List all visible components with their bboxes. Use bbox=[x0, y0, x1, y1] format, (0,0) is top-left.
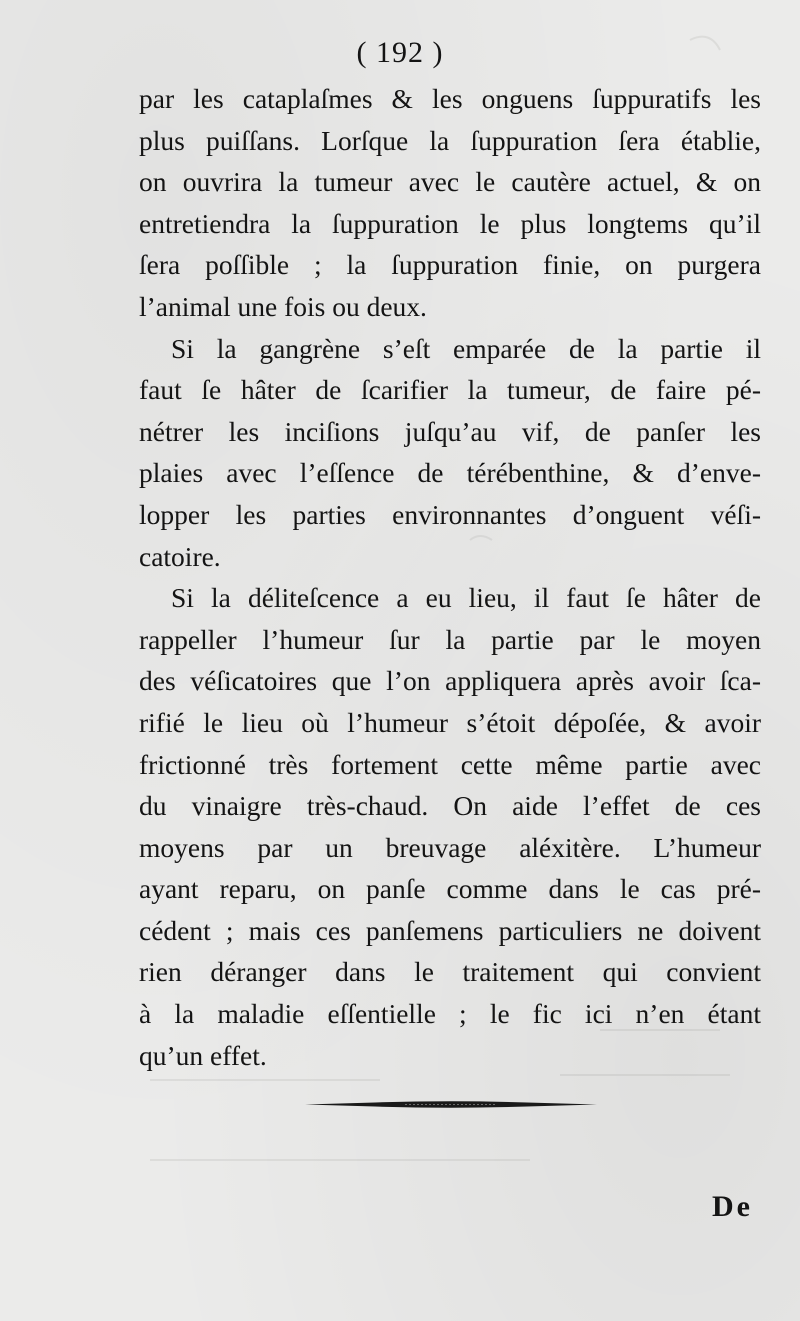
paragraph-2 bbox=[139, 328, 761, 578]
paragraph-3 bbox=[139, 577, 761, 1076]
body-text bbox=[139, 78, 761, 1076]
text-line: Si la gangrène s’eſt emparée de la partie il bbox=[171, 332, 761, 364]
text-line: du vinaigre très-chaud. On aide l’effet de ces bbox=[139, 790, 761, 822]
text-line: rien déranger dans le traitement qui convient bbox=[139, 956, 761, 988]
text-line: entretiendra la ſuppuration le plus longtems qu’il bbox=[139, 207, 761, 239]
text-line: l’animal une fois ou deux. bbox=[139, 290, 427, 322]
text-line: Si la déliteſcence a eu lieu, il faut ſe hâter de bbox=[171, 582, 761, 614]
text-line: catoire. bbox=[139, 540, 221, 572]
page-number: ( 192 ) bbox=[356, 36, 444, 69]
text-line: plus puiſſans. Lorſque la ſuppuration ſera établie, bbox=[139, 124, 761, 156]
text-line: plaies avec l’eſſence de térébenthine, & d’enve- bbox=[139, 457, 761, 489]
text-line: des véſicatoires que l’on appliquera après avoir ſca- bbox=[139, 665, 761, 697]
text-line: moyens par un breuvage aléxitère. L’humeur bbox=[139, 831, 761, 863]
text-line: ſera poſſible ; la ſuppuration finie, on purgera bbox=[139, 249, 761, 281]
text-line: par les cataplaſmes & les onguens ſuppuratifs les bbox=[139, 83, 761, 114]
paragraph-1 bbox=[139, 78, 761, 328]
text-line: rifié le lieu où l’humeur s’étoit dépoſée, & avoir bbox=[139, 706, 761, 738]
text-line: faut ſe hâter de ſcarifier la tumeur, de faire pé- bbox=[139, 374, 761, 406]
text-line: à la maladie eſſentielle ; le fic ici n’en étant bbox=[139, 998, 761, 1030]
text-line: frictionné très fortement cette même partie avec bbox=[139, 748, 761, 780]
text-line: lopper les parties environnantes d’onguent véſi- bbox=[139, 498, 761, 530]
text-line: ayant reparu, on panſe comme dans le cas pré- bbox=[139, 873, 761, 905]
ornamental-rule bbox=[305, 1100, 597, 1109]
text-line: rappeller l’humeur ſur la partie par le moyen bbox=[139, 623, 761, 655]
catchword: De bbox=[712, 1190, 753, 1223]
text-line: on ouvrira la tumeur avec le cautère actuel, & on bbox=[139, 166, 761, 198]
text-line: qu’un effet. bbox=[139, 1039, 267, 1071]
text-line: cédent ; mais ces panſemens particuliers ne doivent bbox=[139, 914, 761, 946]
text-line: nétrer les inciſions juſqu’au vif, de panſer les bbox=[139, 415, 761, 447]
